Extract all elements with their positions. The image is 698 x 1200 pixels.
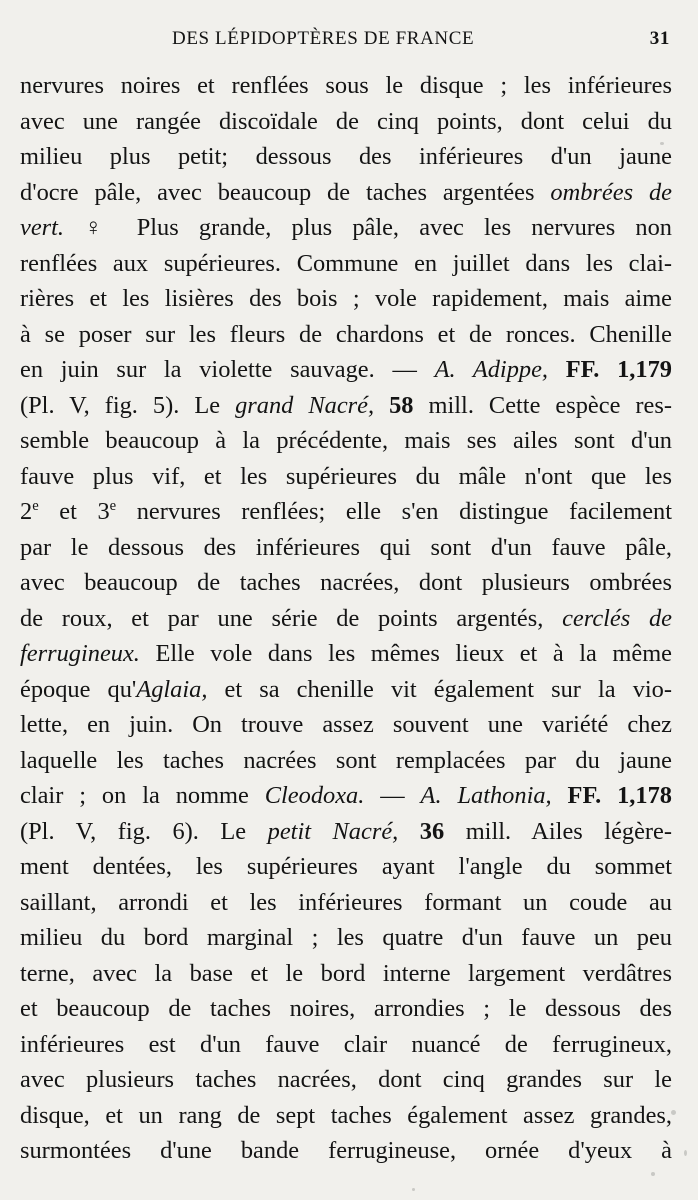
text-segment: 58: [389, 391, 414, 419]
paper-speck: [651, 1172, 655, 1176]
text-line: [20, 672, 672, 708]
text-line: [20, 1098, 672, 1134]
text-segment: avec une rangée discoïdale de cinq points, dont celui du: [20, 107, 672, 135]
text-segment: nervures noires et renflées sous le disque ; les inférieures: [20, 72, 672, 99]
text-segment: surmontées d'une bande ferrugineuse, ornée d'yeux à: [20, 1137, 672, 1164]
text-segment: époque qu': [20, 675, 137, 703]
text-segment: terne, avec la base et le bord interne largement verdâtres: [20, 959, 672, 987]
text-line: [20, 459, 672, 495]
text-segment: (Pl. V, fig. 6). Le: [20, 817, 268, 845]
text-line: [20, 175, 672, 211]
body-text: [20, 68, 672, 1169]
text-line: [20, 281, 672, 317]
text-line: [20, 849, 672, 885]
text-segment: semble beaucoup à la précédente, mais ses ailes sont d'un: [20, 427, 672, 454]
text-line: [20, 530, 672, 566]
text-segment: Cleodoxa.: [264, 782, 365, 809]
text-segment: FF. 1,179: [565, 356, 672, 383]
text-segment: A. Adippe,: [434, 356, 549, 383]
text-line: [20, 388, 672, 424]
text-line: [20, 246, 672, 282]
text-segment: ombrées de: [550, 178, 672, 206]
text-segment: e: [32, 497, 39, 514]
text-line: [20, 494, 672, 530]
text-segment: saillant, arrondi et les inférieures formant un coude au: [20, 888, 672, 916]
text-line: [20, 956, 672, 992]
running-head: [22, 28, 670, 58]
text-segment: rières et les lisières des bois ; vole rapidement, mais aime: [20, 285, 672, 312]
text-line: [20, 139, 672, 175]
text-segment: grand Nacré,: [235, 391, 375, 419]
text-line: [20, 1027, 672, 1063]
text-segment: petit Nacré,: [267, 817, 399, 845]
text-segment: d'ocre pâle, avec beaucoup de taches argentées: [20, 178, 551, 206]
text-segment: fauve plus vif, et les supérieures du mâle n'ont que les: [20, 462, 672, 490]
text-line: [20, 68, 672, 104]
text-line: [20, 885, 672, 921]
text-segment: disque, et un rang de sept taches également assez grandes,: [20, 1101, 672, 1129]
text-segment: [552, 782, 568, 809]
text-segment: [374, 392, 389, 419]
text-segment: clair ; on la nomme: [20, 782, 265, 809]
text-line: [20, 601, 672, 637]
running-title: DES LÉPIDOPTÈRES DE FRANCE: [172, 28, 475, 49]
text-segment: milieu du bord marginal ; les quatre d'un fauve un peu: [20, 924, 672, 951]
text-segment: renflées aux supérieures. Commune en juillet dans les clai-: [20, 249, 672, 277]
text-segment: nervures renflées; elle s'en distingue facilement: [116, 498, 672, 525]
text-segment: A. Lathonia,: [420, 782, 552, 809]
text-segment: ferrugineux.: [20, 640, 140, 667]
text-line: [20, 565, 672, 601]
text-segment: milieu plus petit; dessous des inférieures d'un jaune: [20, 143, 672, 170]
text-line: [20, 423, 672, 459]
text-segment: et 3: [38, 498, 110, 525]
text-segment: à se poser sur les fleurs de chardons et de ronces. Chenille: [20, 320, 672, 348]
paper-speck: [671, 1110, 676, 1115]
text-line: [20, 352, 672, 388]
paper-speck: [684, 1150, 687, 1156]
text-line: [20, 1062, 672, 1098]
text-segment: vert.: [20, 214, 65, 241]
text-segment: [398, 818, 420, 845]
text-segment: avec plusieurs taches nacrées, dont cinq grandes sur le: [20, 1066, 672, 1093]
text-segment: et beaucoup de taches noires, arrondies ; le dessous des: [20, 995, 672, 1022]
text-line: [20, 920, 672, 956]
text-line: [20, 104, 672, 140]
text-segment: mill. Ailes légère-: [444, 817, 672, 845]
text-segment: laquelle les taches nacrées sont remplacées par du jaune: [20, 746, 672, 774]
text-segment: 2: [20, 498, 33, 525]
text-line: [20, 778, 672, 814]
text-line: [20, 210, 672, 246]
text-segment: ♀ Plus grande, plus pâle, avec les nervures non: [64, 214, 672, 241]
text-line: [20, 991, 672, 1027]
text-line: [20, 317, 672, 353]
text-segment: Elle vole dans les mêmes lieux et à la même: [139, 640, 672, 667]
text-segment: par le dessous des inférieures qui sont d'un fauve pâle,: [20, 533, 672, 561]
text-segment: e: [109, 497, 117, 514]
paper-speck: [660, 142, 664, 145]
text-segment: (Pl. V, fig. 5). Le: [20, 391, 236, 419]
text-segment: lette, en juin. On trouve assez souvent une variété chez: [20, 711, 672, 738]
text-segment: de roux, et par une série de points argentés,: [20, 604, 563, 632]
text-segment: inférieures est d'un fauve clair nuancé de ferrugineux,: [20, 1030, 672, 1058]
text-segment: FF. 1,178: [567, 782, 672, 809]
text-segment: —: [364, 782, 421, 809]
text-line: [20, 743, 672, 779]
text-segment: avec beaucoup de taches nacrées, dont plusieurs ombrées: [20, 569, 672, 596]
text-segment: ment dentées, les supérieures ayant l'angle du sommet: [20, 853, 672, 880]
text-segment: mill. Cette espèce res-: [413, 391, 672, 419]
text-segment: [548, 356, 566, 383]
text-segment: 36: [419, 817, 445, 845]
text-segment: Aglaia,: [136, 675, 208, 703]
text-segment: cerclés de: [562, 604, 672, 632]
paper-speck: [412, 1188, 415, 1191]
text-line: [20, 1133, 672, 1169]
text-line: [20, 814, 672, 850]
page-number: 31: [649, 28, 670, 49]
text-line: [20, 707, 672, 743]
text-segment: et sa chenille vit également sur la vio-: [207, 675, 672, 703]
text-segment: en juin sur la violette sauvage. —: [20, 356, 435, 383]
text-line: [20, 636, 672, 672]
